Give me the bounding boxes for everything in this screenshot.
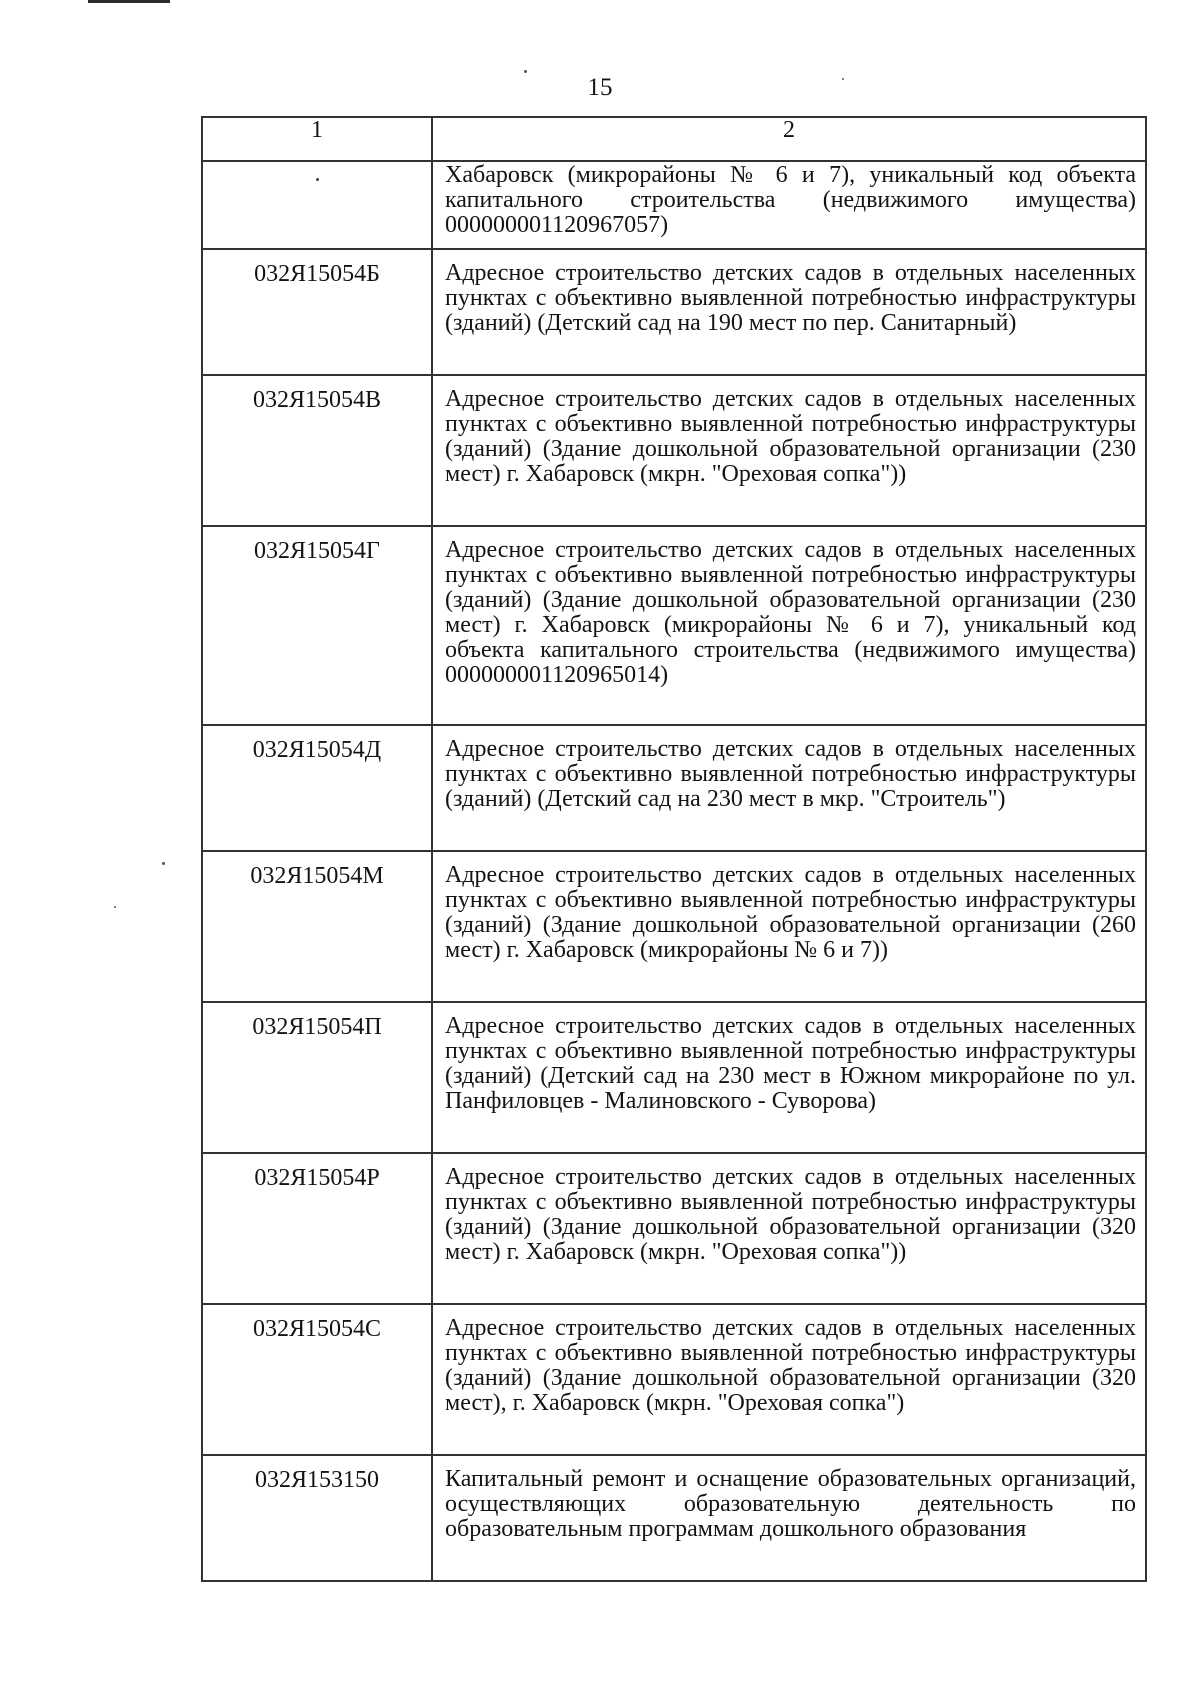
row-code: 032Я15054Б [202,249,432,375]
row-code: 032Я15054П [202,1002,432,1153]
table-row [202,375,1146,526]
row-description: Адресное строительство детских садов в отдельных населенных пунктах с объективно выявленной потребностью инфраструктуры (зданий) (Здание дошкольной образовательной организации (320 мест), г. Хабаровск (мкрн. "Ореховая сопка") [432,1304,1146,1455]
row-code: 032Я15054Д [202,725,432,851]
row-description: Адресное строительство детских садов в отдельных населенных пунктах с объективно выявленной потребностью инфраструктуры (зданий) (Здание дошкольной образовательной организации (230 мест) г. Хабаровск (мкрн. "Ореховая сопка")) [432,375,1146,526]
scan-speck [162,862,165,865]
table-row [202,1455,1146,1581]
row-description: Адресное строительство детских садов в отдельных населенных пунктах с объективно выявленной потребностью инфраструктуры (зданий) (Детский сад на 230 мест в мкр. "Строитель") [432,725,1146,851]
table-row [202,249,1146,375]
scan-speck [524,70,527,73]
table-row [202,725,1146,851]
scan-speck [316,178,319,181]
row-code: 032Я15054С [202,1304,432,1455]
row-description: Адресное строительство детских садов в отдельных населенных пунктах с объективно выявленной потребностью инфраструктуры (зданий) (Детский сад на 190 мест по пер. Санитарный) [432,249,1146,375]
column-header-1: 1 [202,117,432,161]
page-number: 15 [587,74,613,101]
row-code: 032Я15054Г [202,526,432,725]
row-description: Капитальный ремонт и оснащение образовательных организаций, осуществляющих образовательную деятельность по образовательным программам дошкольного образования [432,1455,1146,1581]
table-header-row [202,117,1146,161]
row-description: Адресное строительство детских садов в отдельных населенных пунктах с объективно выявленной потребностью инфраструктуры (зданий) (Здание дошкольной образовательной организации (260 мест) г. Хабаровск (микрорайоны № 6 и 7)) [432,851,1146,1002]
table-row [202,1304,1146,1455]
row-code: 032Я15054Р [202,1153,432,1304]
budget-codes-table [201,116,1147,1582]
row-code: 032Я15054В [202,375,432,526]
row-code: 032Я153150 [202,1455,432,1581]
scan-speck [114,906,116,908]
row-description: Адресное строительство детских садов в отдельных населенных пунктах с объективно выявленной потребностью инфраструктуры (зданий) (Здание дошкольной образовательной организации (320 мест) г. Хабаровск (мкрн. "Ореховая сопка")) [432,1153,1146,1304]
row-code: 032Я15054М [202,851,432,1002]
table-row [202,1153,1146,1304]
table-row [202,161,1146,249]
row-description: Хабаровск (микрорайоны № 6 и 7), уникальный код объекта капитального строительства (недвижимого имущества) 000000001120967057) [432,161,1146,249]
row-description: Адресное строительство детских садов в отдельных населенных пунктах с объективно выявленной потребностью инфраструктуры (зданий) (Детский сад на 230 мест в Южном микрорайоне по ул. Панфиловцев - Малиновского - Суворова) [432,1002,1146,1153]
row-description: Адресное строительство детских садов в отдельных населенных пунктах с объективно выявленной потребностью инфраструктуры (зданий) (Здание дошкольной образовательной организации (230 мест) г. Хабаровск (микрорайоны № 6 и 7), уникальный код объекта капитального строительства (недвижимого имущества) 000000001120965014) [432,526,1146,725]
scan-corner-mark [88,0,170,3]
table-row [202,526,1146,725]
column-header-2: 2 [432,117,1146,161]
table-row [202,851,1146,1002]
row-code [202,161,432,249]
table-row [202,1002,1146,1153]
